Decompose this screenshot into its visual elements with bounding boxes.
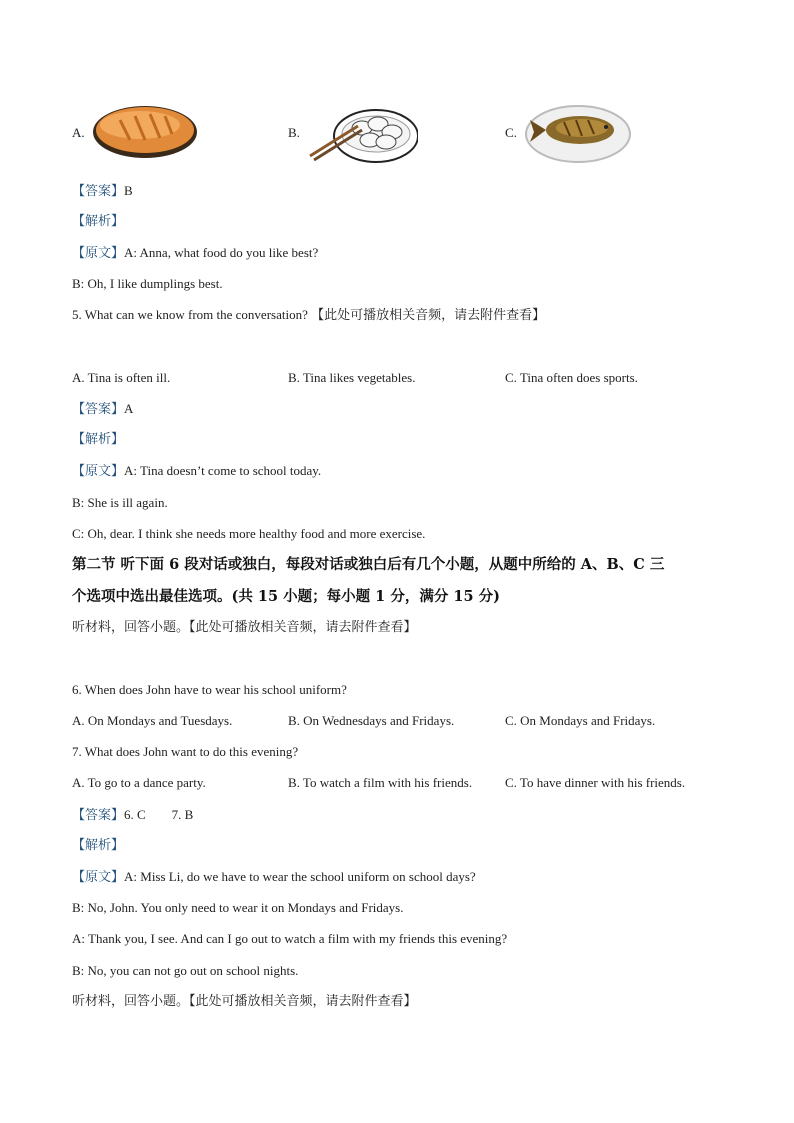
q6-option-a: A. On Mondays and Tuesdays. xyxy=(72,713,233,728)
q5-transcript-line-1 xyxy=(72,463,321,480)
analysis-tag: 【解析】 xyxy=(72,838,125,853)
next-listen-prompt: 听材料，回答小题。【此处可播放相关音频，请去附件查看】 xyxy=(72,994,417,1009)
answer-tag: 【答案】 xyxy=(72,402,125,417)
option-c-label: C. xyxy=(505,125,517,140)
q4-transcript-line-1 xyxy=(72,245,318,262)
answer-value: A xyxy=(124,401,134,416)
dumplings-plate-icon xyxy=(306,100,418,164)
fish-dish-icon xyxy=(524,100,632,164)
q6-question: 6. When does John have to wear his school uniform? xyxy=(72,682,347,697)
q6-7-transcript-line-2: B: No, John. You only need to wear it on Mondays and Fridays. xyxy=(72,900,404,915)
transcript-tag: 【原文】 xyxy=(72,246,125,261)
q6-7-transcript-line-3: A: Thank you, I see. And can I go out to watch a film with my friends this evening? xyxy=(72,931,508,946)
transcript-text: A: Anna, what food do you like best? xyxy=(124,245,319,260)
q7-option-b: B. To watch a film with his friends. xyxy=(288,775,473,790)
transcript-text: A: Miss Li, do we have to wear the school uniform on school days? xyxy=(124,869,476,884)
answer-tag: 【答案】 xyxy=(72,808,125,823)
q6-7-transcript-line-1 xyxy=(72,869,476,886)
q5-option-b: B. Tina likes vegetables. xyxy=(288,370,416,385)
analysis-tag: 【解析】 xyxy=(72,432,125,447)
q6-option-c: C. On Mondays and Fridays. xyxy=(505,713,656,728)
q7-option-c: C. To have dinner with his friends. xyxy=(505,775,686,790)
option-a-label: A. xyxy=(72,125,85,140)
answer-value: 6. C 7. B xyxy=(124,807,194,822)
q5-analysis-line xyxy=(72,432,124,448)
q5-answer-line xyxy=(72,401,133,418)
q7-option-a: A. To go to a dance party. xyxy=(72,775,206,790)
transcript-tag: 【原文】 xyxy=(72,464,125,479)
q5-option-c: C. Tina often does sports. xyxy=(505,370,638,385)
answer-value: B xyxy=(124,183,133,198)
listen-prompt: 听材料，回答小题。【此处可播放相关音频，请去附件查看】 xyxy=(72,620,417,635)
bread-loaf-icon xyxy=(90,100,200,162)
q5-transcript-line-3: C: Oh, dear. I think she needs more healthy food and more exercise. xyxy=(72,526,426,541)
section-heading-line-1: 第二节 听下面 6 段对话或独白，每段对话或独白后有几个小题，从题中所给的 A、B、C 三 xyxy=(72,556,665,573)
transcript-text: A: Tina doesn’t come to school today. xyxy=(124,463,322,478)
q6-option-b: B. On Wednesdays and Fridays. xyxy=(288,713,455,728)
answer-tag: 【答案】 xyxy=(72,184,125,199)
q7-question: 7. What does John want to do this evening? xyxy=(72,744,299,759)
q6-7-transcript-line-4: B: No, you can not go out on school nights. xyxy=(72,963,299,978)
option-b-label: B. xyxy=(288,125,300,140)
q4-answer-line xyxy=(72,183,133,200)
section-heading-line-2: 个选项中选出最佳选项。(共 15 小题；每小题 1 分，满分 15 分) xyxy=(72,588,500,605)
q6-7-analysis-line xyxy=(72,838,124,854)
analysis-tag: 【解析】 xyxy=(72,214,125,229)
q5-option-a: A. Tina is often ill. xyxy=(72,370,171,385)
q4-transcript-line-2: B: Oh, I like dumplings best. xyxy=(72,276,223,291)
q6-7-answer-line xyxy=(72,807,193,824)
q5-question: 5. What can we know from the conversation? 【此处可播放相关音频，请去附件查看】 xyxy=(72,307,546,322)
q4-analysis-line xyxy=(72,214,124,230)
q5-transcript-line-2: B: She is ill again. xyxy=(72,495,168,510)
transcript-tag: 【原文】 xyxy=(72,870,125,885)
